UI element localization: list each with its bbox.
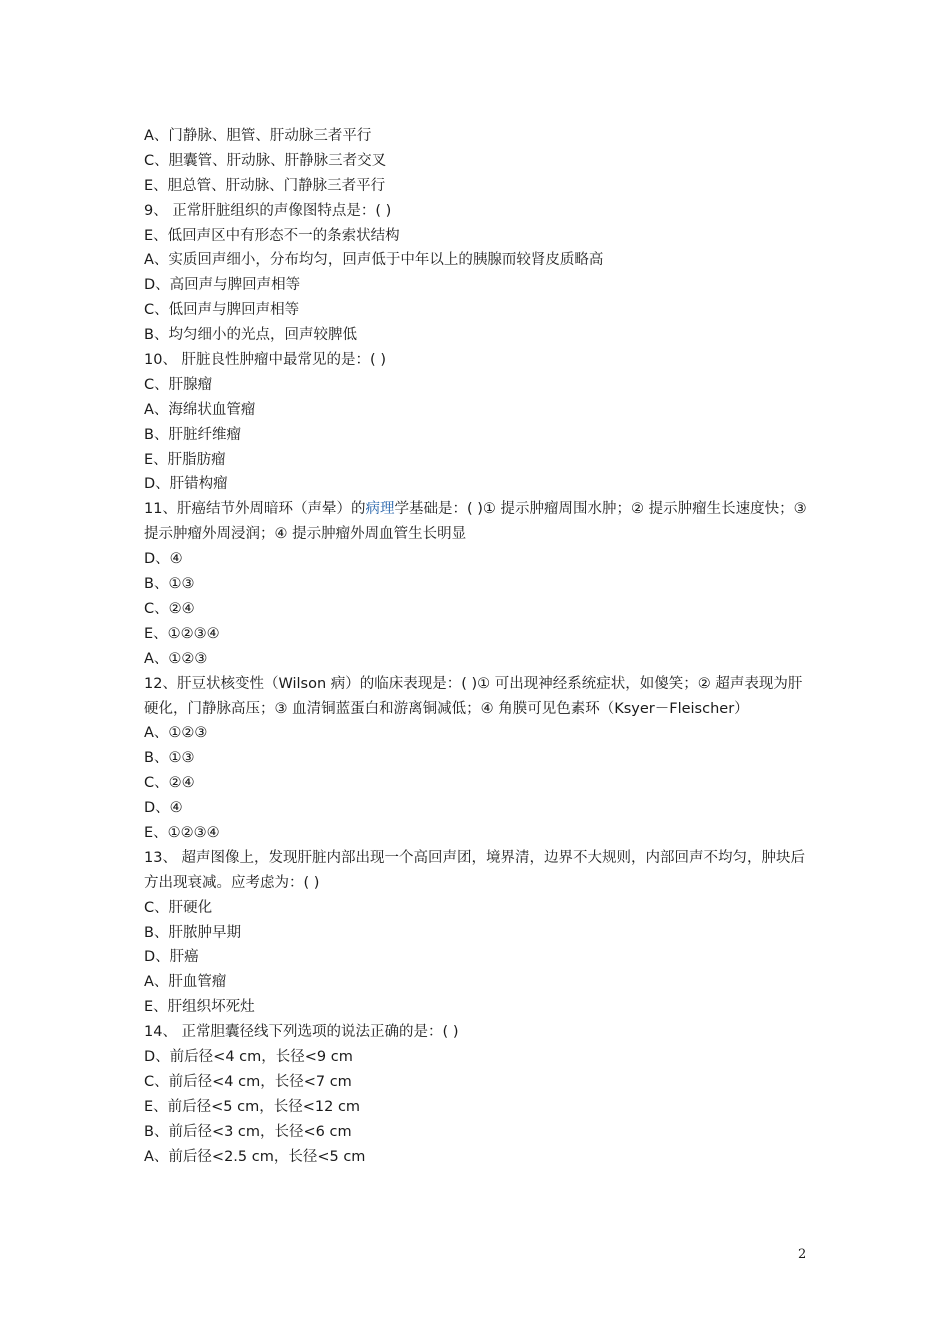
- question-14: 14、 正常胆囊径线下列选项的说法正确的是：( ): [144, 1024, 459, 1041]
- question-11-prefix: 11、肝癌结节外周暗环（声晕）的: [144, 501, 366, 518]
- option-line: B、肝脏纤维瘤: [144, 426, 241, 443]
- question-10: 10、 肝脏良性肿瘤中最常见的是：( ): [144, 352, 386, 369]
- option-line: E、肝组织坏死灶: [144, 999, 255, 1016]
- option-line: D、④: [144, 800, 183, 817]
- question-12: 12、肝豆状核变性（Wilson 病）的临床表现是：( )① 可出现神经系统症状，如傻笑；② 超声表现为肝硬化，门静脉高压；③ 血清铜蓝蛋白和游离铜减低；④ 角膜可见色素环（Ksyer－Fleischer）: [144, 675, 803, 717]
- option-line: D、肝癌: [144, 949, 199, 966]
- option-line: B、①③: [144, 750, 195, 767]
- option-line: C、低回声与脾回声相等: [144, 302, 300, 319]
- option-line: C、肝硬化: [144, 899, 213, 916]
- option-line: D、④: [144, 551, 183, 568]
- option-line: E、①②③④: [144, 625, 220, 642]
- option-line: E、①②③④: [144, 825, 220, 841]
- page-number: 2: [798, 1247, 807, 1262]
- option-line: B、均匀细小的光点，回声较脾低: [144, 327, 357, 344]
- question-9: 9、 正常肝脏组织的声像图特点是：( ): [144, 202, 392, 219]
- option-line: B、肝脓肿早期: [144, 924, 241, 941]
- option-line: C、②④: [144, 775, 195, 792]
- question-11-suffix: 学基础是：( )① 提示肿瘤周围水肿；② 提示肿瘤生长速度快；③ 提示肿瘤外周浸润；④ 提示肿瘤外周血管生长明显: [144, 501, 807, 543]
- option-line: A、门静脉、胆管、肝动脉三者平行: [144, 128, 372, 144]
- option-line: B、前后径<3 cm，长径<6 cm: [144, 1123, 352, 1140]
- option-line: D、前后径<4 cm，长径<9 cm: [144, 1049, 353, 1066]
- option-line: A、①②③: [144, 650, 208, 667]
- option-line: C、②④: [144, 600, 195, 617]
- option-line: A、肝血管瘤: [144, 974, 227, 991]
- option-line: B、①③: [144, 576, 195, 593]
- option-line: E、低回声区中有形态不一的条索状结构: [144, 227, 400, 244]
- option-line: C、前后径<4 cm，长径<7 cm: [144, 1073, 352, 1090]
- option-line: A、前后径<2.5 cm，长径<5 cm: [144, 1148, 366, 1165]
- question-11: [144, 497, 814, 547]
- option-line: D、高回声与脾回声相等: [144, 277, 301, 294]
- option-line: A、①②③: [144, 725, 208, 742]
- document-body: [144, 124, 814, 1170]
- question-13: 13、 超声图像上，发现肝脏内部出现一个高回声团，境界清，边界不大规则，内部回声不均匀，肿块后方出现衰减。应考虑为：( ): [144, 849, 806, 891]
- pathology-link[interactable]: 病理: [365, 501, 395, 518]
- option-line: A、实质回声细小，分布均匀，回声低于中年以上的胰腺而较肾皮质略高: [144, 252, 604, 269]
- option-line: D、肝错构瘤: [144, 476, 228, 493]
- option-line: C、肝腺瘤: [144, 376, 213, 393]
- option-line: E、前后径<5 cm，长径<12 cm: [144, 1098, 361, 1115]
- option-line: E、肝脂肪瘤: [144, 451, 226, 468]
- option-line: E、胆总管、肝动脉、门静脉三者平行: [144, 177, 386, 194]
- option-line: A、海绵状血管瘤: [144, 401, 256, 418]
- option-line: C、胆囊管、肝动脉、肝静脉三者交叉: [144, 152, 387, 169]
